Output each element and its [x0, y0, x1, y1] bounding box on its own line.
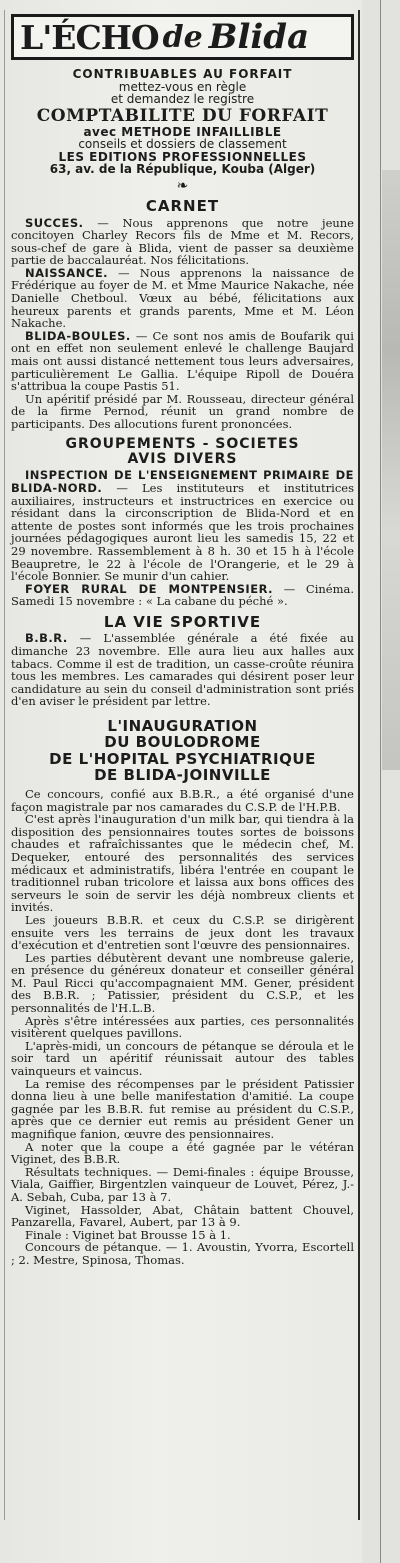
ad-address: 63, av. de la République, Kouba (Alger) — [49, 162, 316, 177]
paragraph: Après s'être intéressées aux parties, ces personnalités visitèrent quelques pavillons. — [11, 1013, 354, 1041]
column-rule — [380, 0, 381, 1563]
lead: INSPECTION DE L'ENSEIGNEMENT PRIMAIRE DE BLIDA-NORD. — [11, 468, 354, 495]
paragraph: Résultats techniques. — Demi-finales : équipe Brousse, Viala, Gaiffier, Birgentzlen vainqueur de Louvet, Pérez, J.-A. Sebah, Cuba, par 13 à 7. — [11, 1164, 354, 1204]
paragraph: Un apéritif présidé par M. Rousseau, directeur général de la firme Pernod, réunit un grand nombre de participants. Des allocutions furent prononcées. — [11, 391, 354, 431]
ad-headline: COMPTABILITE DU FORFAIT — [36, 105, 329, 126]
ad-line: mettez-vous en règle — [118, 79, 247, 94]
paragraph: Viginet, Hassolder, Abat, Châtain battent Chouvel, Panzarella, Favarel, Aubert, par 13 à 9. — [11, 1202, 354, 1230]
paragraph: FOYER RURAL DE MONTPENSIER. — Cinéma. Samedi 15 novembre : « La cabane du péché ». — [11, 581, 355, 609]
ad-line: CONTRIBUABLES AU FORFAIT — [72, 67, 293, 81]
section-title-sport: LA VIE SPORTIVE — [103, 612, 262, 631]
paragraph: Les parties débutèrent devant une nombreuse galerie, en présence du généreux donateur et conseiller général M. Paul Ricci qu'accompagnaient MM. Gener, président des B.B.R. ; Patissier, président du C.S.P., et les personnalités de l'H.L.B. — [11, 950, 354, 1016]
adjacent-photo — [382, 170, 400, 770]
paragraph: C'est après l'inauguration d'un milk bar, qui tiendra à la disposition des pensionnaires toutes sortes de boissons chaudes et rafraîchissantes que le médecin chef, M. Dequeker, entouré des personnalités des services médicaux et administratifs, libéra l'entrée en coupant le traditionnel ruban tricolore et laissa aux bons offices des serveurs le soin de servir les déjà nombreux clients et invités. — [11, 812, 354, 915]
paragraph: Ce concours, confié aux B.B.R., a été organisé d'une façon magistrale par nos camarades du C.S.P. de l'H.P.B. — [11, 786, 354, 814]
masthead — [11, 14, 354, 60]
headline-inauguration: L'INAUGURATION DU BOULODROME DE L'HOPITAL PSYCHIATRIQUE DE BLIDA-JOINVILLE — [49, 716, 316, 785]
lead: BLIDA-BOULES. — [25, 328, 131, 343]
paragraph: BLIDA-BOULES. — Ce sont nos amis de Boufarik qui ont en effet non seulement enlevé le challenge Baujard mais ont aussi distancé nettement tous leurs adversaires, particulièrement Le Gallia. L'équipe Ripoll de Douéra s'attribua la coupe Pastis 51. — [11, 328, 354, 394]
paragraph: SUCCES. — Nous apprenons que notre jeune concitoyen Charley Recors fils de Mme et M. Recors, sous-chef de gare à Blida, vient de passer sa deuxième partie de baccalauréat. Nos félicitations. — [11, 215, 354, 268]
lead: FOYER RURAL DE MONTPENSIER. — [25, 581, 274, 596]
ornament-icon: ❧ — [176, 178, 189, 194]
advertisement — [11, 68, 354, 176]
section-subtitle-avis: AVIS DIVERS — [127, 450, 238, 467]
paragraph: B.B.R. — L'assemblée générale a été fixée au dimanche 23 novembre. Elle aura lieu aux halles aux tabacs. Comme il est de tradition, un casse-croûte réunira tous les membres. Les camarades qui désirent poser leur candidature au sein du conseil d'administration sont priés d'en aviser le président par lettre. — [11, 631, 354, 709]
masthead-title: L'ÉCHO — [20, 17, 159, 57]
masthead-blida: Blida — [208, 17, 310, 57]
paragraph: Les joueurs B.B.R. et ceux du C.S.P. se dirigèrent ensuite vers les terrains de jeux dont les travaux d'exécution et d'entretien sont l'œuvre des pensionnaires. — [11, 912, 354, 953]
paragraph: La remise des récompenses par le président Patissier donna lieu à une belle manifestation d'amitié. La coupe gagnée par les B.B.R. fut remise au président du C.S.P., après que ce dernier eut remis au président Gener un magnifique fanion, œuvre des pensionnaires. — [11, 1076, 354, 1141]
lead: B.B.R. — [25, 631, 68, 646]
paragraph: L'après-midi, un concours de pétanque se déroula et le soir tard un apéritif réunissait autour des tables vainqueurs et vaincus. — [11, 1038, 354, 1079]
paragraph: NAISSANCE. — Nous apprenons la naissance de Frédérique au foyer de M. et Mme Maurice Nakache, née Danielle Chetboul. Vœux au bébé, félicitations aux heureux parents et grands parents, Mme et M. Léon Nakache. — [11, 265, 354, 331]
paragraph: Concours de pétanque. — 1. Avoustin, Yvorra, Escortell ; 2. Mestre, Spinosa, Thomas. — [11, 1240, 354, 1267]
lead: SUCCES. — [25, 215, 84, 230]
ad-line: avec METHODE INFAILLIBLE — [83, 124, 282, 139]
ad-line: LES EDITIONS PROFESSIONNELLES — [58, 149, 307, 164]
lead: NAISSANCE. — [25, 265, 109, 280]
masthead-de: de — [162, 19, 203, 55]
section-title-groupements: GROUPEMENTS - SOCIETES — [65, 435, 300, 452]
ad-line: conseils et dossiers de classement — [78, 137, 287, 152]
ad-line: et demandez le registre — [110, 92, 255, 107]
paragraph: Finale : Viginet bat Brousse 15 à 1. — [25, 1227, 231, 1242]
adjacent-column-edge — [362, 0, 400, 1563]
section-title-carnet: CARNET — [145, 197, 220, 215]
paragraph: A noter que la coupe a été gagnée par le vétéran Viginet, des B.B.R. — [11, 1139, 354, 1167]
paragraph: INSPECTION DE L'ENSEIGNEMENT PRIMAIRE DE BLIDA-NORD. — Les instituteurs et institutrices auxiliaires, instructeurs et instructrices en exercice ou résidant dans la circonscription de Blida-Nord et en attente de postes sont informés que les trois prochaines journées pédagogiques auront lieu les samedis 15, 22 et 29 novembre. Rassemblement à 8 h. 30 et 15 h à l'école Beaupretre, le 22 à l'école de l'Orangerie, et le 29 à l'école Bonnier. Se munir d'un cahier. — [11, 468, 354, 584]
article-column — [4, 10, 360, 1520]
